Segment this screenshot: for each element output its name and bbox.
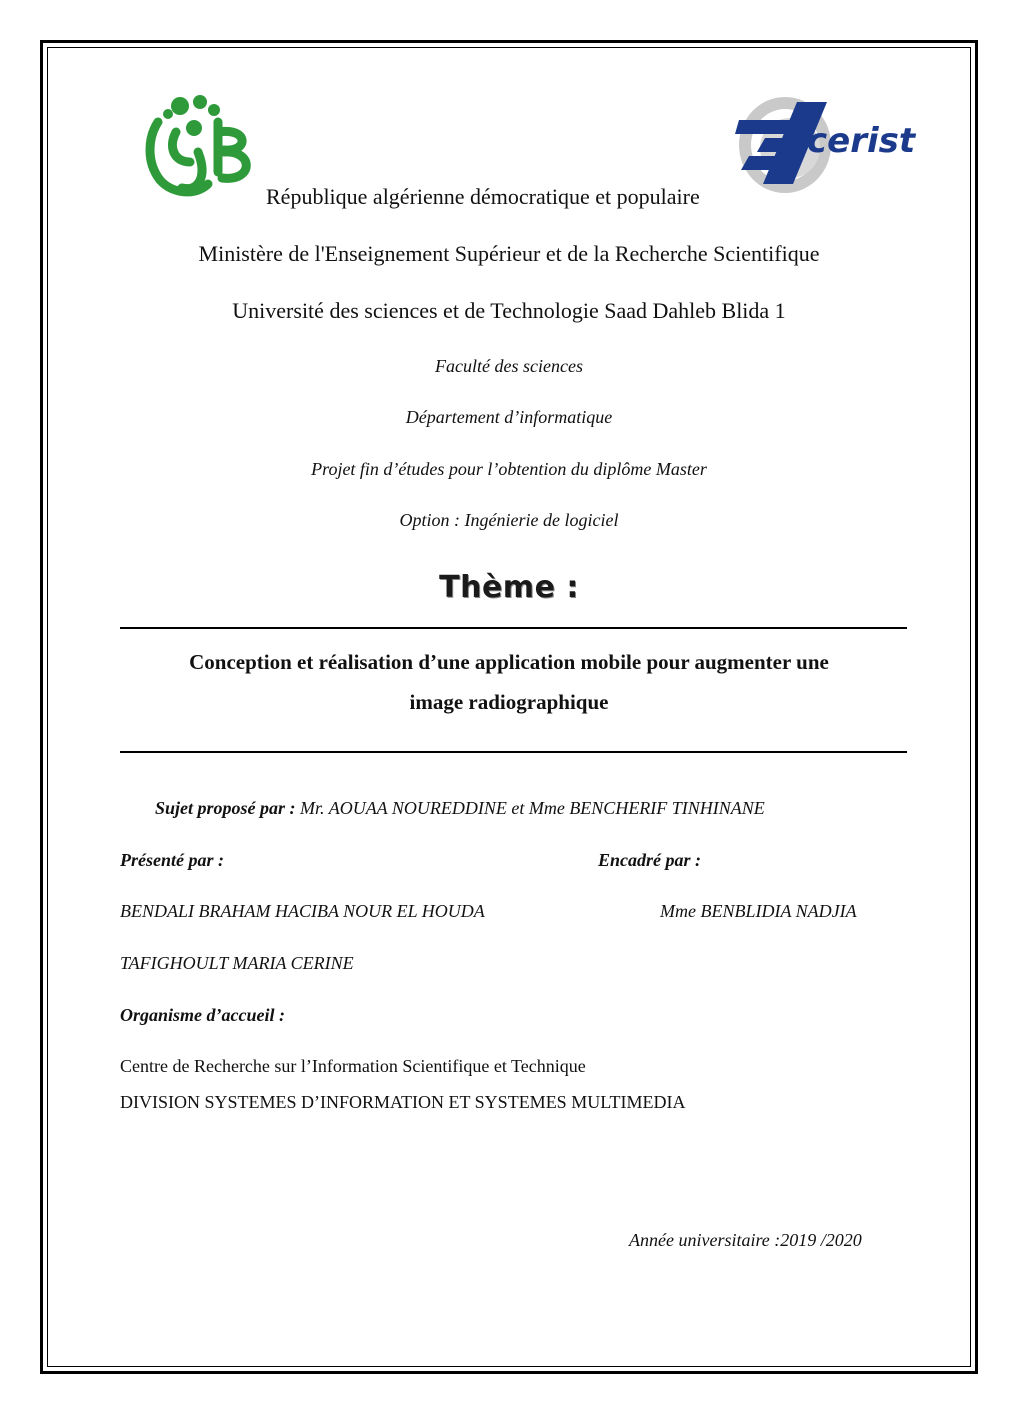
student-1: BENDALI BRAHAM HACIBA NOUR EL HOUDA bbox=[120, 901, 485, 921]
supervised-label: Encadré par : bbox=[598, 850, 701, 870]
supervisor-name: Mme BENBLIDIA NADJIA bbox=[660, 901, 857, 921]
proposed-names: Mr. AOUAA NOUREDDINE et Mme BENCHERIF TINHINANE bbox=[295, 798, 765, 818]
proposed-label: Sujet proposé par : bbox=[155, 798, 296, 818]
host-line-1: Centre de Recherche sur l’Information Scientifique et Technique bbox=[120, 1056, 586, 1076]
proposed-by bbox=[155, 798, 765, 819]
svg-text:cerist: cerist bbox=[807, 121, 916, 161]
academic-year: Année universitaire :2019 /2020 bbox=[629, 1230, 862, 1250]
theme-label: Thème : bbox=[439, 570, 579, 605]
theme-bottom-rule bbox=[120, 751, 907, 753]
ministry-name: Ministère de l'Enseignement Supérieur et de la Recherche Scientifique bbox=[198, 241, 820, 266]
subject-line-2: image radiographique bbox=[409, 690, 609, 714]
department: Département d’informatique bbox=[405, 407, 613, 427]
subject-line-1: Conception et réalisation d’une application mobile pour augmenter une bbox=[189, 650, 829, 674]
university-name: Université des sciences et de Technologie Saad Dahleb Blida 1 bbox=[232, 298, 786, 323]
option: Option : Ingénierie de logiciel bbox=[399, 510, 619, 530]
host-line-2: DIVISION SYSTEMES D’INFORMATION ET SYSTEMES MULTIMEDIA bbox=[120, 1092, 686, 1112]
faculty: Faculté des sciences bbox=[435, 356, 583, 376]
presented-label: Présenté par : bbox=[120, 850, 224, 870]
host-label: Organisme d’accueil : bbox=[120, 1005, 285, 1025]
cerist-logo bbox=[735, 90, 916, 200]
university-logo bbox=[138, 92, 262, 202]
theme-top-rule bbox=[120, 627, 907, 629]
student-2: TAFIGHOULT MARIA CERINE bbox=[120, 953, 354, 973]
project-title: Projet fin d’études pour l’obtention du diplôme Master bbox=[311, 459, 707, 479]
country-name: République algérienne démocratique et populaire bbox=[266, 184, 700, 209]
